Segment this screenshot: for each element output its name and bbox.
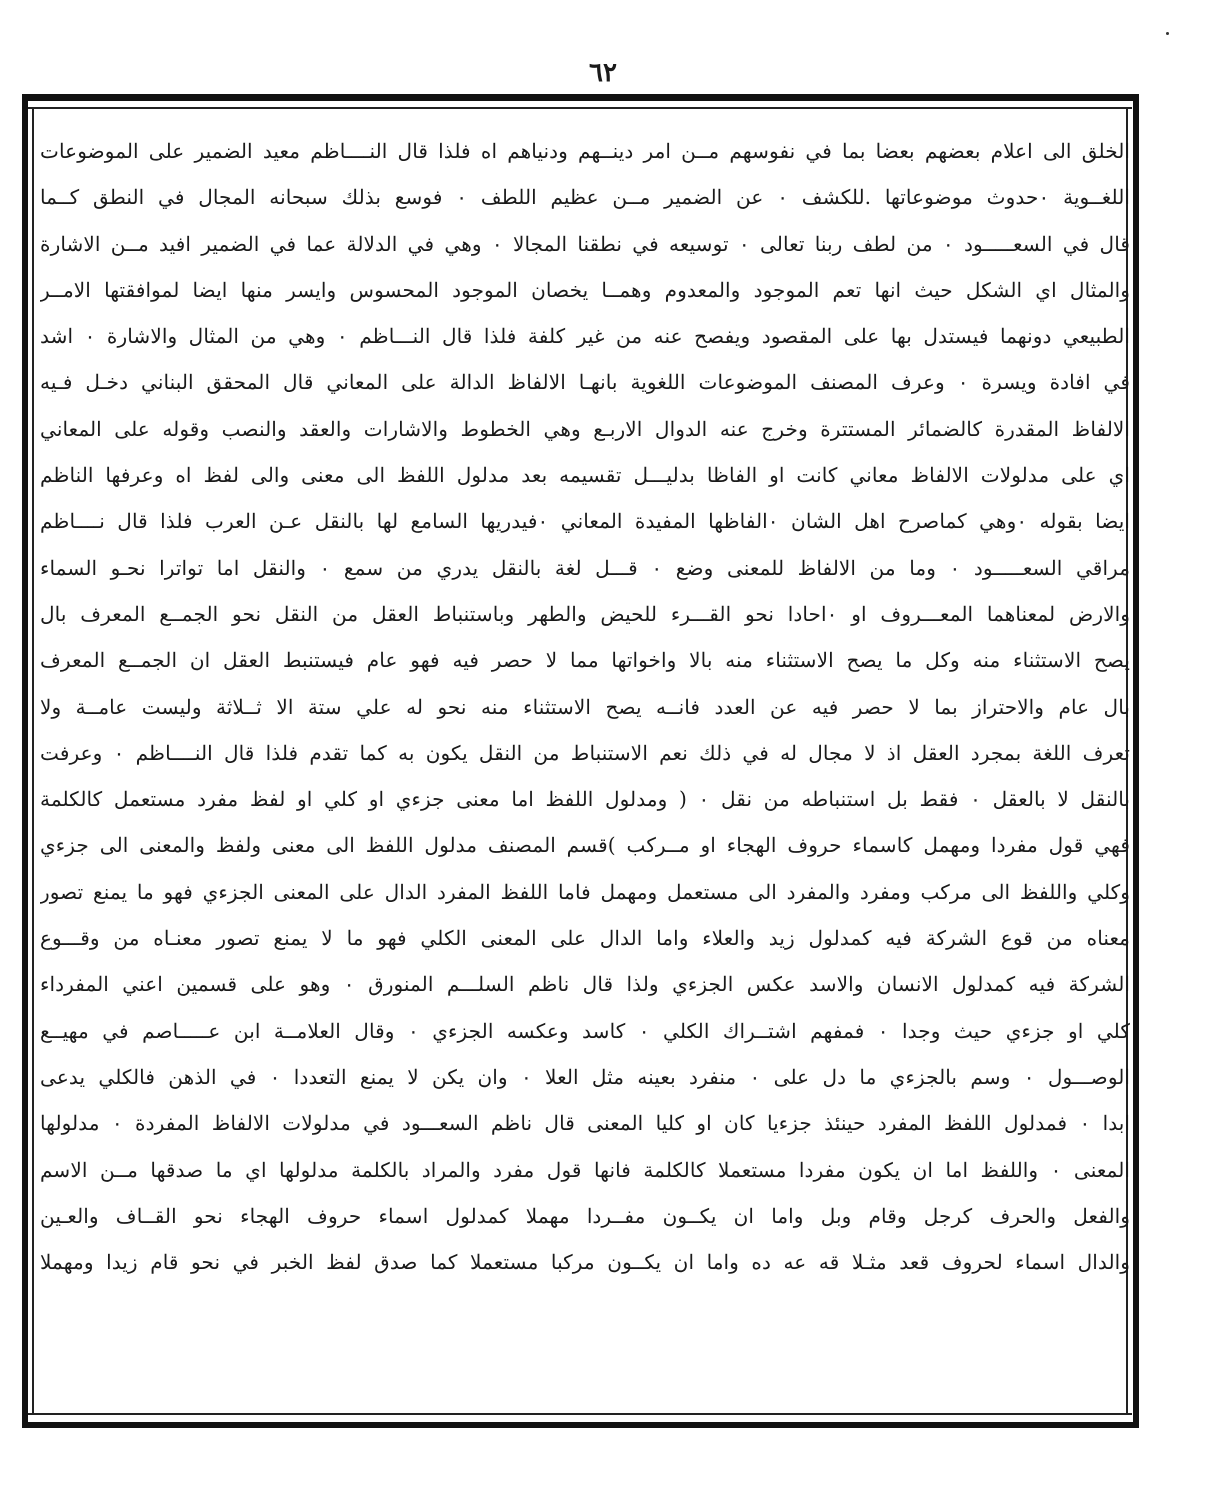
text-line: الخلق الى اعلام بعضهم بعضا بما في نفوسهم مــن امر دينــهم ودنياهم اه فلذا قال النــــاظم معيد الضمير على الموضوعات <box>40 139 1130 163</box>
frame-top-rule <box>22 94 1138 101</box>
frame-right-rule <box>1133 94 1139 1428</box>
text-line: الشركة فيه كمدلول الانسان والاسد عكس الجزءي ولذا قال ناظم السلـــم المنورق ٠ وهو على قسمين اعني المفرداء <box>40 972 1130 997</box>
text-line: بالنقل لا بالعقل ٠ فقط بل استنباطه من نقل ٠ ( ومدلول اللفظ اما معنى جزءي او كلي او لفظ مفرد مستعمل كالكلمة <box>40 787 1130 812</box>
text-line: يصح الاستثناء منه وكل ما يصح الاستثناء منه بالا واخواتها مما لا حصر فيه فهو عام فيستنبط العقل ان الجمــع المعرف <box>40 648 1130 673</box>
text-line: الالفاظ المقدرة كالضمائر المستترة وخرج عنه الدوال الاربـع وهي الخطوط والاشارات والعقد والنصب وقوله على المعاني <box>40 416 1130 441</box>
text-line: تعرف اللغة بمجرد العقل اذ لا مجال له في ذلك نعم الاستنباط من النقل يكون به كما تقدم فلذا قال النــــاظم ٠ وعرفت <box>40 740 1130 765</box>
text-line: اي على مدلولات الالفاظ معاني كانت او الفاظا بدليـــل تقسيمه بعد مدلول اللفظ الى معنى والى لفظ اه وعرفها الناظم <box>40 463 1130 488</box>
text-line: كلي او جزءي حيث وجدا ٠ فمفهم اشتــراك الكلي ٠ كاسد وعكسه الجزءي ٠ وقال العلامــة ابن عـــــاصم في مهيــع <box>40 1018 1130 1043</box>
text-line: بال عام والاحتراز بما لا حصر فيه عن العدد فانــه يصح الاستثناء منه نحو له علي ستة الا ثــلاثة وليست عامــة ولا <box>40 694 1130 719</box>
text-line: ايضا بقوله ٠وهي كماصرح اهل الشان ٠الفاظها المفيدة المعاني ٠فيدريها السامع لها بالنقل عـن العرب فلذا قال نــــاظم <box>40 509 1130 534</box>
text-line: الوصـــول ٠ وسم بالجزءي ما دل على ٠ منفرد بعينه مثل العلا ٠ وان يكن لا يمنع التعددا ٠ في الذهن فالكلي يدعى <box>40 1064 1130 1089</box>
text-line: معناه من قوع الشركة فيه كمدلول زيد والعلاء واما الدال على المعنى الكلي فهو ما لا يمنع تصور معنـاه من وقـــوع <box>40 926 1130 951</box>
text-line: اللغــوية ٠حدوث موضوعاتها .للكشف ٠ عن الضمير مــن عظيم اللطف ٠ فوسع بذلك سبحانه المجال في النطق كــما <box>40 185 1130 210</box>
frame-bottom-rule <box>22 1422 1138 1428</box>
text-line: فهي قول مفردا ومهمل كاسماء حروف الهجاء او مــركب )قسم المصنف مدلول اللفظ الى معنى ولفظ والمعنى الى جزءي <box>40 833 1130 858</box>
text-line: وكلي واللفظ الى مركب ومفرد والمفرد الى مستعمل ومهمل فاما اللفظ المفرد الدال على المعنى الجزءي فهو ما يمنع تصور <box>40 879 1130 904</box>
text-line: والارض لمعناهما المعـــروف او ٠احادا نحو القـــرء للحيض والطهر وباستنباط العقل من النقل نحو الجمــع المعرف بال <box>40 601 1130 626</box>
text-line: ابدا ٠ فمدلول اللفظ المفرد حينئذ جزءيا كان او كليا المعنى قال ناظم السعـــود في مدلولات الالفاظ المفردة ٠ مدلولها <box>40 1111 1130 1136</box>
frame-top-inner-rule <box>28 107 1132 109</box>
text-line: في افادة ويسرة ٠ وعرف المصنف الموضوعات اللغوية بانهـا الالفاظ الدالة على المعاني قال المحقق البناني دخـل فـيه <box>40 370 1130 395</box>
frame-bottom-inner-rule <box>28 1413 1132 1415</box>
text-line: والفعل والحرف كرجل وقام وبل واما ان يكــون مفــردا مهملا كمدلول اسماء حروف الهجاء نحو القــاف والعـين <box>40 1203 1130 1228</box>
frame-left-rule <box>22 94 28 1428</box>
main-text-block <box>40 128 1130 1285</box>
page-number: ٦٢ <box>589 58 617 88</box>
text-line: الطبيعي دونهما فيستدل بها على المقصود ويفصح عنه من غير كلفة فلذا قال النـــاظم ٠ وهي من المثال والاشارة ٠ اشد <box>40 324 1130 349</box>
stray-ink-mark <box>1166 32 1169 35</box>
text-line: والمثال اي الشكل حيث انها تعم الموجود والمعدوم وهمــا يخصان الموجود المحسوس وايسر منها ايضا لموافقتها الامــر <box>40 277 1130 302</box>
frame-left-inner-rule <box>32 107 34 1415</box>
text-line: المعنى ٠ واللفظ اما ان يكون مفردا مستعملا كالكلمة فانها قول مفرد والمراد بالكلمة مدلولها اي ما صدقها مــن الاسم <box>40 1157 1130 1182</box>
text-line: والدال اسماء لحروف قعد مثـلا قه عه ده واما ان يكــون مركبا مستعملا كما صدق لفظ الخبر في نحو قام زيدا ومهملا <box>40 1250 1130 1275</box>
text-line: قال في السعـــــود ٠ من لطف ربنا تعالى ٠ توسيعه في نطقنا المجالا ٠ وهي في الدلالة عما في الضمير افيد مــن الاشارة <box>40 231 1130 256</box>
text-line: مراقي السعـــــود ٠ وما من الالفاظ للمعنى وضع ٠ قـــل لغة بالنقل يدري من سمع ٠ والنقل اما تواترا نحـو السماء <box>40 555 1130 580</box>
